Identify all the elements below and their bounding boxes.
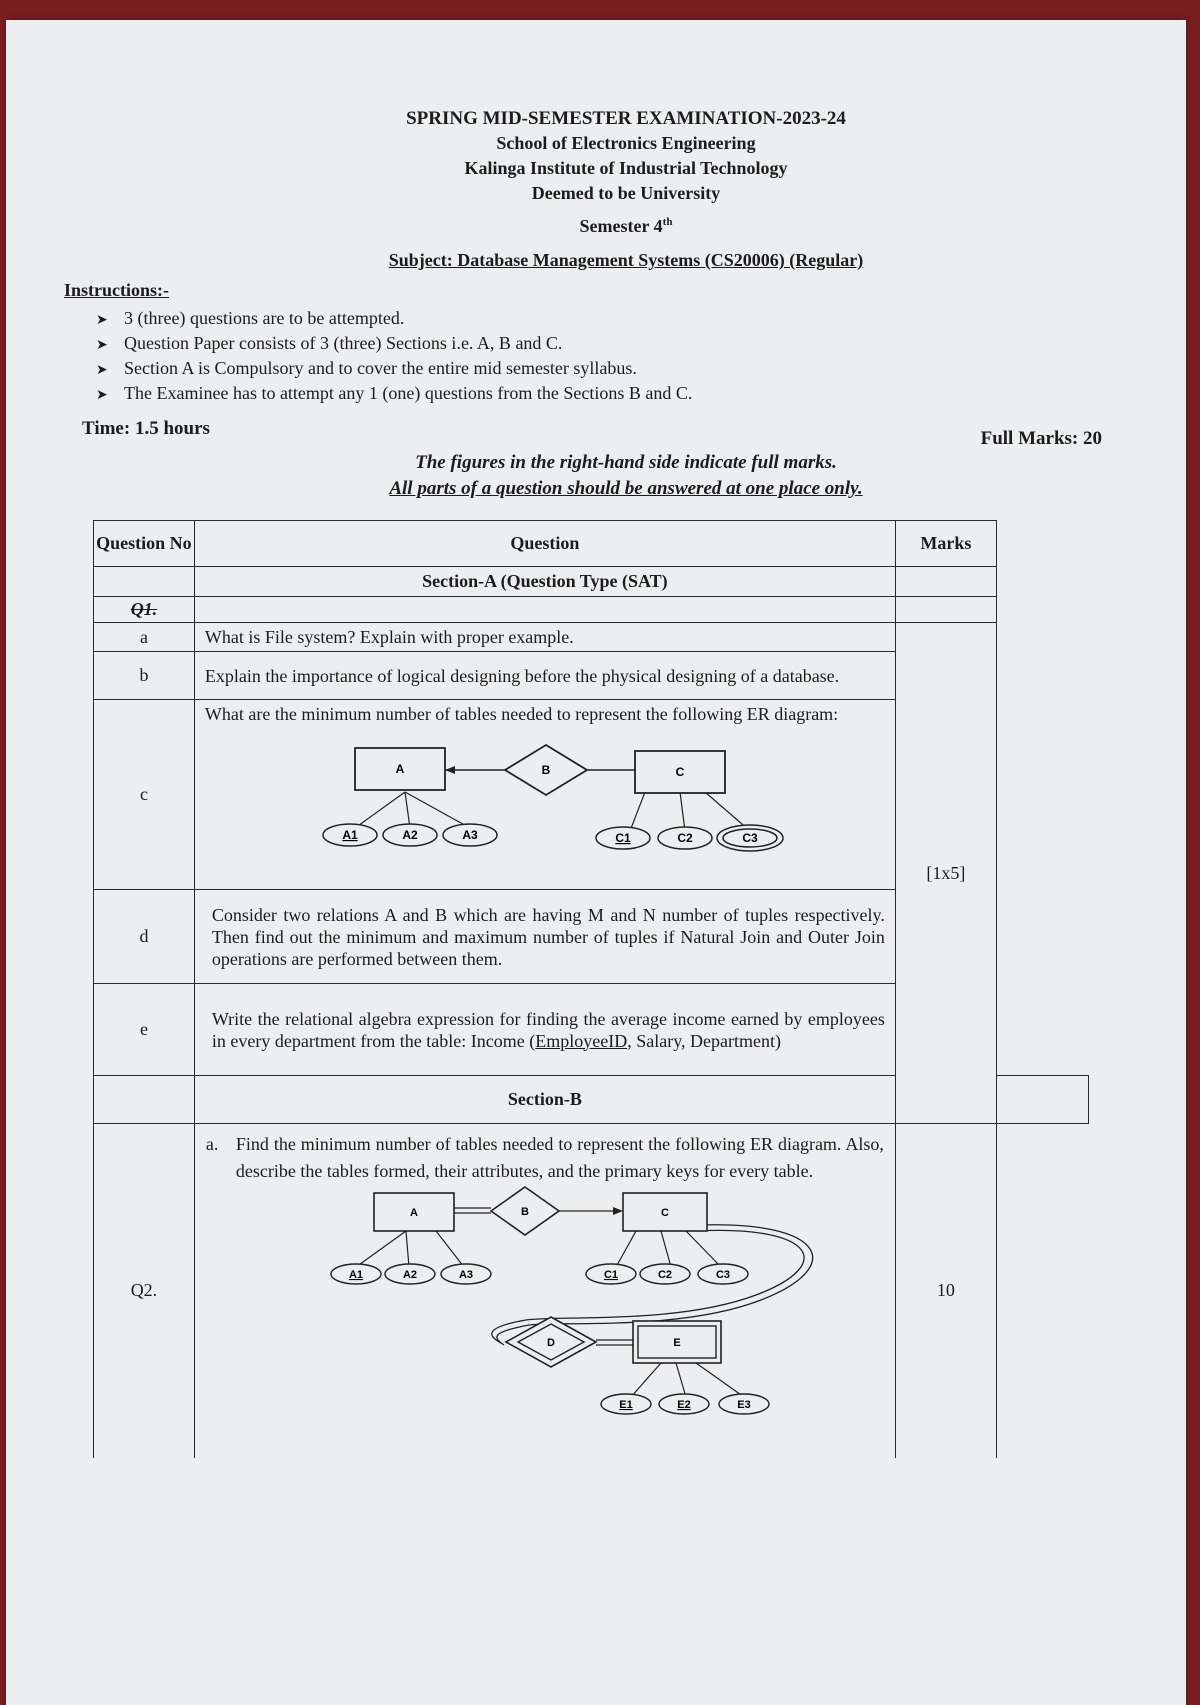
arrow-bullet-icon: ➤ — [96, 313, 108, 328]
exam-time: Time: 1.5 hours — [82, 418, 210, 439]
header-question-no: Question No — [94, 521, 195, 567]
relation-b-label: B — [541, 763, 551, 777]
attribute-c2-label: C2 — [677, 831, 693, 845]
q1-marks: [1x5] — [895, 623, 996, 1124]
university-status: Deemed to be University — [531, 183, 721, 203]
attribute-a1-label: A1 — [348, 1269, 363, 1281]
q1c-cell — [194, 700, 895, 890]
instruction-item: ➤ Question Paper consists of 3 (three) Sections i.e. A, B and C. — [96, 331, 692, 356]
attribute-c2-label: C2 — [657, 1269, 672, 1281]
q1e-no: e — [94, 984, 195, 1076]
blank-cell — [895, 597, 996, 623]
instruction-item: ➤ Section A is Compulsory and to cover the entire mid semester syllabus. — [96, 356, 692, 381]
entity-e-label: E — [673, 1337, 681, 1349]
q2-marks: 10 — [895, 1124, 996, 1458]
marks-note: The figures in the right-hand side indicate full marks. — [415, 452, 837, 473]
attribute-c1-label: C1 — [615, 831, 631, 845]
attribute-c3-label: C3 — [715, 1269, 730, 1281]
exam-title: SPRING MID-SEMESTER EXAMINATION-2023-24 — [406, 108, 846, 129]
q1d-text: Consider two relations A and B which are having M and N number of tuples respectively. Then find out the minimum and maximum number of tuples if Natural Join and Outer Join operations are performed between them. — [194, 890, 895, 984]
semester-sup: th — [662, 216, 673, 228]
entity-c-label: C — [675, 765, 685, 779]
attribute-a2-label: A2 — [402, 828, 418, 842]
attribute-c3-label: C3 — [742, 831, 758, 845]
attribute-e1-label: E1 — [619, 1399, 633, 1411]
arrow-bullet-icon: ➤ — [96, 338, 108, 353]
section-b-title: Section-B — [194, 1076, 895, 1124]
arrow-head-icon — [613, 1207, 623, 1215]
answer-note: All parts of a question should be answered at one place only. — [389, 478, 863, 499]
full-marks: Full Marks: 20 — [980, 428, 1102, 449]
header-question: Question — [194, 521, 895, 567]
blank-cell — [94, 1076, 195, 1124]
blank-cell — [194, 597, 895, 623]
blank-cell — [94, 567, 195, 597]
attribute-e2-label: E2 — [677, 1399, 691, 1411]
attribute-e3-label: E3 — [737, 1399, 751, 1411]
arrow-head-icon — [445, 766, 455, 774]
q1e-text: Write the relational algebra expression for finding the average income earned by employees in every department from the table: Income (EmployeeID, Salary, Department) — [194, 984, 895, 1076]
arrow-bullet-icon: ➤ — [96, 388, 108, 403]
header-marks: Marks — [895, 521, 996, 567]
instruction-item: ➤ 3 (three) questions are to be attempted. — [96, 306, 692, 331]
q1c-text: What are the minimum number of tables needed to represent the following ER diagram: — [204, 704, 839, 724]
q1a-no: a — [94, 623, 195, 652]
subject-line: Subject: Database Management Systems (CS20006) (Regular) — [388, 250, 864, 270]
school-name: School of Electronics Engineering — [496, 133, 756, 153]
blank-cell — [895, 567, 996, 597]
institute-name: Kalinga Institute of Industrial Technology — [464, 158, 788, 178]
arrow-bullet-icon: ➤ — [96, 363, 108, 378]
instructions-list — [96, 306, 692, 406]
q1b-no: b — [94, 652, 195, 700]
q1-label: Q1. — [130, 599, 158, 619]
attribute-a3-label: A3 — [458, 1269, 473, 1281]
q1c-no: c — [94, 700, 195, 890]
q1b-text: Explain the importance of logical designing before the physical designing of a database. — [194, 652, 895, 700]
entity-a-label: A — [409, 1207, 418, 1219]
question-table — [93, 520, 1089, 1458]
attribute-a3-label: A3 — [462, 828, 478, 842]
exam-paper — [6, 20, 1186, 1705]
attribute-a1-label: A1 — [342, 828, 358, 842]
er-diagram-1 — [205, 725, 885, 865]
q2-cell — [194, 1124, 895, 1458]
semester-text: Semester 4 — [579, 216, 663, 236]
q2-label: Q2. — [94, 1124, 195, 1458]
q1d-no: d — [94, 890, 195, 984]
attribute-c1-label: C1 — [603, 1269, 618, 1281]
q1-label-cell — [94, 597, 195, 623]
relation-d-label: D — [546, 1337, 555, 1349]
attribute-a2-label: A2 — [402, 1269, 417, 1281]
semester — [36, 216, 1200, 237]
instructions-title: Instructions:- — [64, 280, 170, 300]
entity-c-label: C — [660, 1207, 669, 1219]
q2a-text: a. Find the minimum number of tables needed to represent the following ER diagram. Also, describe the tables formed, their attributes, and the primary keys for every table. — [205, 1134, 884, 1181]
er-diagram-2 — [196, 1185, 886, 1433]
blank-cell — [996, 1076, 1088, 1124]
relation-b-label: B — [520, 1206, 529, 1218]
section-a-title: Section-A (Question Type (SAT) — [194, 567, 895, 597]
primary-key-employeeid: EmployeeID — [535, 1030, 628, 1051]
instruction-item: ➤ The Examinee has to attempt any 1 (one) questions from the Sections B and C. — [96, 381, 692, 406]
q1a-text: What is File system? Explain with proper example. — [194, 623, 895, 652]
entity-a-label: A — [395, 762, 405, 776]
